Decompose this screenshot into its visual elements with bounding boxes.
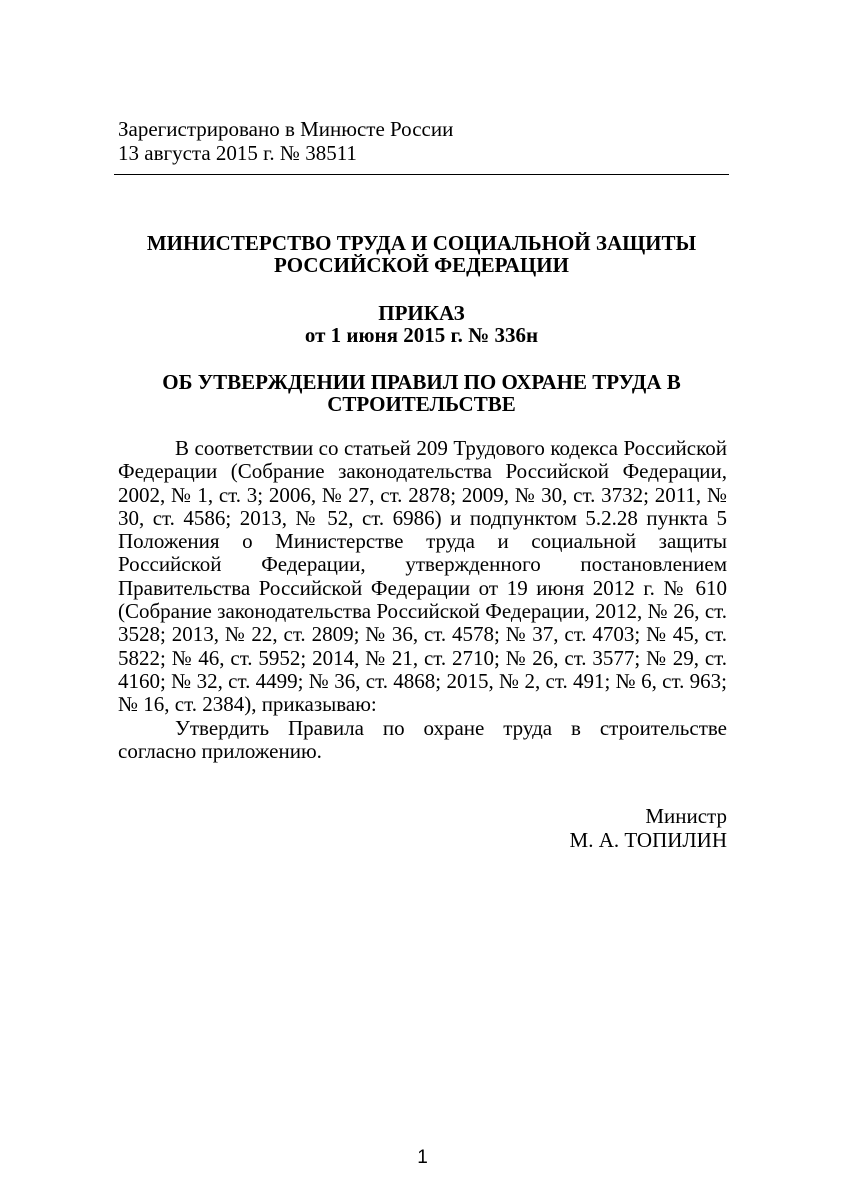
header-divider (114, 174, 729, 175)
body-paragraph-1: В соответствии со статьей 209 Трудового кодекса Российской Федерации (Собрание законодательства Российской Федерации, 2002, № 1, ст. 3; 2006, № 27, ст. 2878; 2009, № 30, ст. 3732; 2011, № 30, ст. 4586; 2013, № 52, ст. 6986) и подпунктом 5.2.28 пункта 5 Положения о Министерстве труда и социальной защиты Российской Федерации, утвержденного постановлением Правительства Российской Федерации от 19 июня 2012 г. № 610 (Собрание законодательства Российской Федерации, 2012, № 26, ст. 3528; 2013, № 22, ст. 2809; № 36, ст. 4578; № 37, ст. 4703; № 45, ст. 5822; № 46, ст. 5952; 2014, № 21, ст. 2710; № 26, ст. 3577; № 29, ст. 4160; № 32, ст. 4499; № 36, ст. 4868; 2015, № 2, ст. 491; № 6, ст. 963; № 16, ст. 2384), приказываю: (118, 436, 727, 717)
order-date-number: от 1 июня 2015 г. № 336н (304, 323, 539, 347)
body-paragraph-2: Утвердить Правила по охране труда в строительстве согласно приложению. (118, 715, 727, 763)
ministry-line-1: МИНИСТЕРСТВО ТРУДА И СОЦИАЛЬНОЙ ЗАЩИТЫ (146, 231, 697, 255)
order-title: ПРИКАЗ (378, 301, 465, 325)
signature-block (570, 804, 727, 852)
signatory-name: М. А. ТОПИЛИН (569, 828, 727, 852)
subject-line-2: СТРОИТЕЛЬСТВЕ (327, 392, 516, 416)
registration-line-1: Зарегистрировано в Минюсте России (118, 117, 454, 141)
subject-line-1: ОБ УТВЕРЖДЕНИИ ПРАВИЛ ПО ОХРАНЕ ТРУДА В (162, 370, 681, 394)
order-subject (114, 371, 729, 415)
ministry-line-2: РОССИЙСКОЙ ФЕДЕРАЦИИ (274, 253, 569, 277)
order-body (118, 437, 727, 763)
ministry-heading (114, 232, 729, 276)
signatory-position: Министр (645, 804, 727, 828)
registration-line-2: 13 августа 2015 г. № 38511 (118, 141, 357, 165)
registration-note (118, 117, 728, 165)
page-number: 1 (417, 1147, 428, 1168)
